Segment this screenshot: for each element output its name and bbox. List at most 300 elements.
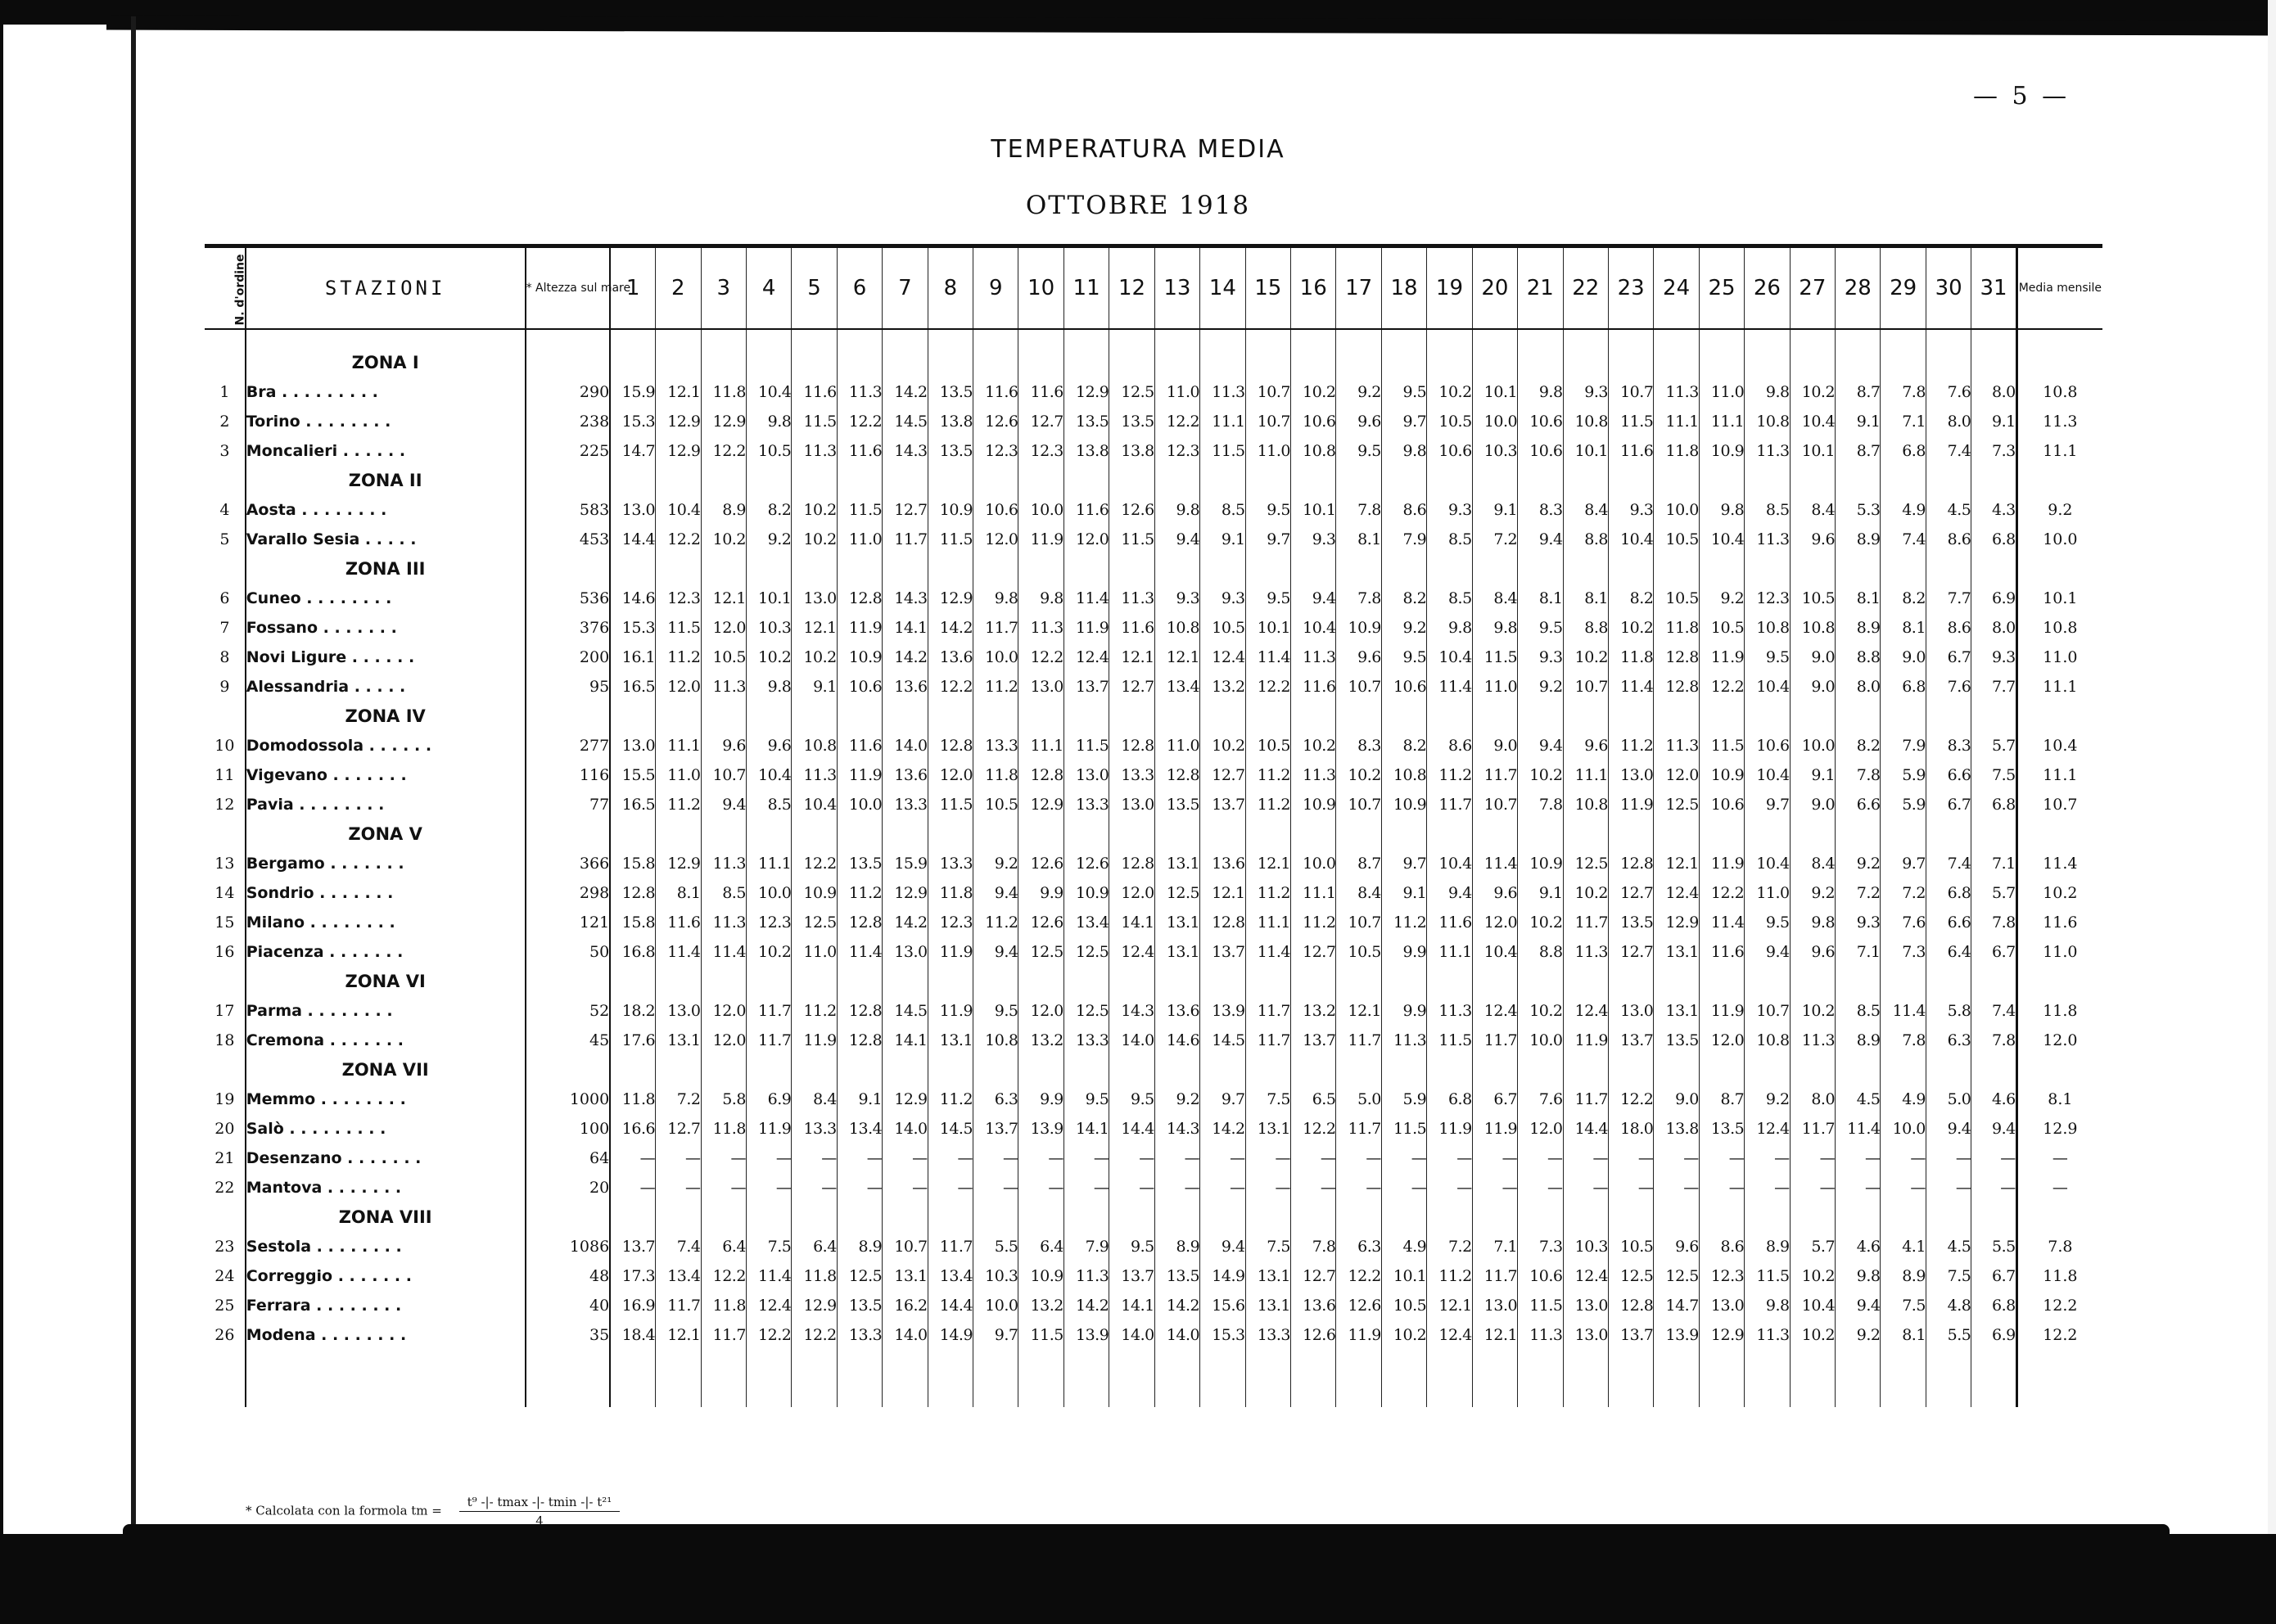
- filler-day-cell: [1563, 1350, 1608, 1407]
- station-day-cell: —: [1245, 1173, 1290, 1202]
- station-day-cell: 13.1: [883, 1261, 928, 1291]
- station-day-cell: 13.4: [656, 1261, 701, 1291]
- station-day-cell: 13.4: [837, 1114, 882, 1144]
- station-day-cell: 11.5: [1200, 436, 1245, 466]
- station-mean-cell: 10.8: [2043, 383, 2078, 401]
- station-day-cell: 11.9: [1472, 1114, 1517, 1144]
- station-day-cell: 10.4: [1291, 613, 1336, 643]
- zone-day-cell: [837, 1055, 882, 1085]
- station-day-cell: 11.5: [928, 525, 973, 554]
- header-day: 7: [883, 248, 928, 329]
- station-day-cell: 10.3: [973, 1261, 1018, 1291]
- zone-day-cell: [1063, 967, 1109, 996]
- station-day-cell: 5.5: [973, 1232, 1018, 1261]
- station-number-cell: 3: [205, 436, 246, 466]
- station-day-cell: 13.5: [837, 1291, 882, 1320]
- station-day-cell: 13.5: [1608, 908, 1653, 937]
- header-day: 17: [1336, 248, 1381, 329]
- zone-day-cell: [1427, 967, 1472, 996]
- spacer-day-cell: [883, 329, 928, 348]
- station-number-cell: 19: [205, 1085, 246, 1114]
- station-day-cell: 11.4: [1881, 996, 1926, 1026]
- spacer-altitude-cell: [526, 329, 611, 348]
- zone-day-cell: [656, 554, 701, 584]
- station-day-cell: 12.3: [746, 908, 791, 937]
- header-day: 14: [1200, 248, 1245, 329]
- station-day-cell: 11.3: [701, 908, 746, 937]
- station-day-cell: 8.3: [1336, 731, 1381, 760]
- station-day-cell: —: [656, 1173, 701, 1202]
- station-altitude-cell: 50: [526, 937, 611, 967]
- station-day-cell: 14.0: [1109, 1320, 1154, 1350]
- station-day-cell: 9.6: [1472, 878, 1517, 908]
- station-number-cell: 14: [205, 878, 246, 908]
- zone-day-cell: [701, 348, 746, 377]
- station-day-cell: 9.6: [746, 731, 791, 760]
- station-day-cell: 6.6: [1926, 908, 1971, 937]
- header-day: 11: [1063, 248, 1109, 329]
- filler-day-cell: [1608, 1350, 1653, 1407]
- zone-day-cell: [1790, 348, 1835, 377]
- station-day-cell: 8.5: [1745, 495, 1790, 525]
- station-altitude-cell: 1000: [526, 1085, 611, 1114]
- zone-day-cell: [1745, 819, 1790, 849]
- station-day-cell: 7.1: [1881, 407, 1926, 436]
- station-day-cell: 11.8: [1608, 643, 1653, 672]
- zone-day-cell: [656, 967, 701, 996]
- filler-name-cell: [246, 1350, 526, 1407]
- station-day-cell: 11.8: [610, 1085, 655, 1114]
- zone-day-cell: [1563, 819, 1608, 849]
- spacer-day-cell: [1608, 329, 1653, 348]
- station-day-cell: 4.9: [1881, 495, 1926, 525]
- station-day-cell: 8.4: [1790, 495, 1835, 525]
- zone-day-cell: [1200, 819, 1245, 849]
- station-day-cell: 7.2: [656, 1085, 701, 1114]
- header-mean: Media mensile: [2016, 248, 2102, 329]
- table-row: [205, 525, 2102, 554]
- zone-day-cell: [1518, 1055, 1563, 1085]
- station-day-cell: 10.2: [746, 937, 791, 967]
- filler-day-cell: [1836, 1350, 1881, 1407]
- station-day-cell: —: [1790, 1144, 1835, 1173]
- zone-day-cell: [1654, 1202, 1699, 1232]
- zone-mean-cell: [2016, 1202, 2102, 1232]
- station-day-cell: 9.0: [1790, 790, 1835, 819]
- station-day-cell: 16.2: [883, 1291, 928, 1320]
- station-mean-cell: 11.0: [2043, 943, 2078, 961]
- station-day-cell: 12.2: [656, 525, 701, 554]
- station-day-cell: 11.5: [1699, 731, 1744, 760]
- station-day-cell: 13.6: [1200, 849, 1245, 878]
- station-day-cell: 13.1: [1245, 1291, 1290, 1320]
- station-day-cell: 13.0: [1608, 760, 1653, 790]
- station-day-cell: 11.7: [883, 525, 928, 554]
- zone-day-cell: [1971, 554, 2016, 584]
- station-day-cell: 13.1: [928, 1026, 973, 1055]
- zone-day-cell: [1245, 701, 1290, 731]
- filler-row: [205, 1350, 2102, 1407]
- station-day-cell: 9.3: [1836, 908, 1881, 937]
- station-mean-cell: 10.1: [2043, 589, 2078, 607]
- zone-day-cell: [1926, 554, 1971, 584]
- station-name-cell: Correggio . . . . . . .: [246, 1261, 526, 1291]
- station-day-cell: 16.9: [610, 1291, 655, 1320]
- station-day-cell: 10.2: [1381, 1320, 1426, 1350]
- station-day-cell: 16.5: [610, 672, 655, 701]
- station-day-cell: 9.8: [1154, 495, 1199, 525]
- station-day-cell: 11.2: [1381, 908, 1426, 937]
- station-number-cell: 4: [205, 495, 246, 525]
- zone-day-cell: [1654, 967, 1699, 996]
- station-day-cell: 9.3: [1200, 584, 1245, 613]
- zone-day-cell: [883, 554, 928, 584]
- station-day-cell: 10.9: [1063, 878, 1109, 908]
- station-altitude-cell: 52: [526, 996, 611, 1026]
- station-day-cell: 9.3: [1971, 643, 2016, 672]
- station-day-cell: 8.6: [1926, 613, 1971, 643]
- station-day-cell: 10.4: [1790, 407, 1835, 436]
- spacer-name-cell: [246, 329, 526, 348]
- station-altitude-cell: 121: [526, 908, 611, 937]
- station-day-cell: 8.1: [1836, 584, 1881, 613]
- station-day-cell: 11.6: [1608, 436, 1653, 466]
- station-day-cell: 12.0: [1654, 760, 1699, 790]
- zone-day-cell: [1745, 554, 1790, 584]
- station-day-cell: 9.4: [1926, 1114, 1971, 1144]
- station-day-cell: 6.4: [1926, 937, 1971, 967]
- station-day-cell: 8.8: [1518, 937, 1563, 967]
- station-day-cell: 6.8: [1971, 525, 2016, 554]
- station-day-cell: 6.7: [1472, 1085, 1517, 1114]
- filler-day-cell: [656, 1350, 701, 1407]
- station-day-cell: 14.2: [928, 613, 973, 643]
- station-day-cell: 9.4: [1745, 937, 1790, 967]
- station-number-cell: 2: [205, 407, 246, 436]
- station-day-cell: 6.4: [1018, 1232, 1063, 1261]
- station-day-cell: 11.3: [1291, 760, 1336, 790]
- zone-day-cell: [973, 701, 1018, 731]
- zone-day-cell: [928, 819, 973, 849]
- station-day-cell: 12.8: [1608, 849, 1653, 878]
- station-day-cell: —: [1154, 1144, 1199, 1173]
- station-day-cell: 9.5: [1109, 1085, 1154, 1114]
- station-day-cell: 9.5: [1336, 436, 1381, 466]
- station-day-cell: 15.8: [610, 908, 655, 937]
- filler-day-cell: [1654, 1350, 1699, 1407]
- header-day: 4: [746, 248, 791, 329]
- zone-day-cell: [1336, 466, 1381, 495]
- table-row: [205, 849, 2102, 878]
- station-day-cell: 10.5: [1608, 1232, 1653, 1261]
- zone-day-cell: [1381, 701, 1426, 731]
- zone-day-cell: [656, 1055, 701, 1085]
- zone-day-cell: [1472, 701, 1517, 731]
- station-day-cell: 11.3: [1291, 643, 1336, 672]
- filler-day-cell: [610, 1350, 655, 1407]
- station-day-cell: 10.5: [1654, 584, 1699, 613]
- station-day-cell: 10.6: [1291, 407, 1336, 436]
- station-day-cell: 12.4: [1472, 996, 1517, 1026]
- station-name-cell: Sestola . . . . . . . .: [246, 1232, 526, 1261]
- station-day-cell: 10.9: [837, 643, 882, 672]
- station-day-cell: 12.8: [1608, 1291, 1653, 1320]
- station-altitude-cell: 45: [526, 1026, 611, 1055]
- zone-day-cell: [610, 348, 655, 377]
- station-day-cell: 8.7: [1836, 377, 1881, 407]
- station-day-cell: 12.6: [1109, 495, 1154, 525]
- zone-day-cell: [973, 348, 1018, 377]
- spacer-day-cell: [1291, 329, 1336, 348]
- zone-day-cell: [1336, 554, 1381, 584]
- station-day-cell: —: [1926, 1173, 1971, 1202]
- spacer-day-cell: [1472, 329, 1517, 348]
- station-day-cell: 11.1: [1427, 937, 1472, 967]
- spacer-day-cell: [928, 329, 973, 348]
- station-day-cell: 11.9: [1063, 613, 1109, 643]
- filler-day-cell: [1518, 1350, 1563, 1407]
- station-day-cell: 7.1: [1836, 937, 1881, 967]
- station-day-cell: 13.5: [837, 849, 882, 878]
- station-day-cell: 13.9: [1063, 1320, 1109, 1350]
- station-day-cell: 10.7: [1608, 377, 1653, 407]
- filler-mean-cell: [2016, 1350, 2102, 1407]
- station-day-cell: 8.1: [1881, 1320, 1926, 1350]
- zone-day-cell: [1200, 466, 1245, 495]
- zone-day-cell: [1291, 967, 1336, 996]
- station-day-cell: 11.7: [656, 1291, 701, 1320]
- station-day-cell: 4.9: [1881, 1085, 1926, 1114]
- filler-day-cell: [973, 1350, 1018, 1407]
- header-day: 8: [928, 248, 973, 329]
- station-day-cell: 6.8: [1971, 790, 2016, 819]
- station-day-cell: 11.4: [1063, 584, 1109, 613]
- station-day-cell: 9.2: [1381, 613, 1426, 643]
- station-day-cell: 11.9: [1018, 525, 1063, 554]
- zone-day-cell: [928, 348, 973, 377]
- station-day-cell: 9.1: [1971, 407, 2016, 436]
- zone-day-cell: [973, 554, 1018, 584]
- station-day-cell: —: [1336, 1173, 1381, 1202]
- station-day-cell: 10.8: [1745, 1026, 1790, 1055]
- station-day-cell: 11.5: [1472, 643, 1517, 672]
- station-day-cell: 10.4: [746, 377, 791, 407]
- zone-day-cell: [837, 701, 882, 731]
- zone-day-cell: [1336, 348, 1381, 377]
- zone-day-cell: [1926, 1055, 1971, 1085]
- station-altitude-cell: 40: [526, 1291, 611, 1320]
- station-day-cell: —: [1745, 1144, 1790, 1173]
- station-day-cell: 6.8: [1971, 1291, 2016, 1320]
- station-day-cell: 9.1: [1518, 878, 1563, 908]
- station-day-cell: 5.0: [1336, 1085, 1381, 1114]
- zone-day-cell: [1608, 554, 1653, 584]
- station-day-cell: 11.1: [1563, 760, 1608, 790]
- station-day-cell: 10.2: [1427, 377, 1472, 407]
- zone-day-cell: [1836, 466, 1881, 495]
- station-day-cell: 14.1: [1109, 908, 1154, 937]
- station-day-cell: 10.4: [1790, 1291, 1835, 1320]
- header-day: 1: [610, 248, 655, 329]
- station-mean-cell: 11.1: [2043, 766, 2078, 784]
- station-day-cell: 10.2: [1518, 760, 1563, 790]
- station-name-cell: Varallo Sesia . . . . .: [246, 525, 526, 554]
- station-day-cell: 11.3: [1654, 731, 1699, 760]
- zone-day-cell: [1427, 554, 1472, 584]
- header-number: [205, 248, 246, 329]
- station-day-cell: 12.5: [1063, 937, 1109, 967]
- station-day-cell: 9.0: [1790, 672, 1835, 701]
- station-day-cell: —: [1790, 1173, 1835, 1202]
- zone-day-cell: [1881, 348, 1926, 377]
- zone-day-cell: [1472, 967, 1517, 996]
- filler-day-cell: [928, 1350, 973, 1407]
- station-day-cell: 12.6: [1063, 849, 1109, 878]
- zone-day-cell: [1836, 1202, 1881, 1232]
- station-day-cell: 14.0: [883, 731, 928, 760]
- zone-day-cell: [1654, 348, 1699, 377]
- station-day-cell: 11.1: [1291, 878, 1336, 908]
- station-day-cell: 14.0: [1109, 1026, 1154, 1055]
- station-day-cell: 9.1: [1200, 525, 1245, 554]
- station-day-cell: 11.4: [1245, 937, 1290, 967]
- zone-day-cell: [883, 348, 928, 377]
- station-day-cell: 10.4: [1745, 760, 1790, 790]
- station-name-cell: Pavia . . . . . . . .: [246, 790, 526, 819]
- station-day-cell: 10.4: [1608, 525, 1653, 554]
- zone-day-cell: [792, 1202, 837, 1232]
- zone-day-cell: [1608, 1202, 1653, 1232]
- station-name-cell: Desenzano . . . . . . .: [246, 1144, 526, 1173]
- zone-day-cell: [1381, 348, 1426, 377]
- station-day-cell: 13.2: [1018, 1291, 1063, 1320]
- station-day-cell: 12.9: [701, 407, 746, 436]
- station-name-cell: Modena . . . . . . . .: [246, 1320, 526, 1350]
- station-day-cell: 14.3: [883, 436, 928, 466]
- station-day-cell: 8.4: [1336, 878, 1381, 908]
- zone-day-cell: [1336, 967, 1381, 996]
- station-altitude-cell: 116: [526, 760, 611, 790]
- station-day-cell: 10.6: [1518, 1261, 1563, 1291]
- header-day: 16: [1291, 248, 1336, 329]
- zone-row: [205, 701, 2102, 731]
- station-day-cell: 15.6: [1200, 1291, 1245, 1320]
- spacer-day-cell: [1926, 329, 1971, 348]
- station-day-cell: 6.9: [1971, 1320, 2016, 1350]
- station-day-cell: 10.4: [792, 790, 837, 819]
- station-day-cell: 12.3: [1699, 1261, 1744, 1291]
- station-day-cell: 9.8: [1518, 377, 1563, 407]
- zone-day-cell: [1381, 466, 1426, 495]
- zone-day-cell: [928, 554, 973, 584]
- station-altitude-cell: 64: [526, 1144, 611, 1173]
- station-day-cell: 13.5: [1109, 407, 1154, 436]
- station-day-cell: —: [1836, 1144, 1881, 1173]
- station-mean-cell: 12.9: [2043, 1120, 2078, 1138]
- station-day-cell: 8.1: [1881, 613, 1926, 643]
- station-day-cell: 9.6: [1336, 407, 1381, 436]
- station-day-cell: 8.2: [746, 495, 791, 525]
- station-number-cell: 20: [205, 1114, 246, 1144]
- zone-day-cell: [928, 701, 973, 731]
- zone-day-cell: [837, 348, 882, 377]
- station-day-cell: 10.9: [1018, 1261, 1063, 1291]
- station-day-cell: 12.1: [1472, 1320, 1517, 1350]
- zone-day-cell: [1654, 1055, 1699, 1085]
- station-number-cell: 12: [205, 790, 246, 819]
- station-day-cell: —: [1608, 1173, 1653, 1202]
- station-day-cell: 9.6: [1790, 525, 1835, 554]
- station-day-cell: 7.2: [1472, 525, 1517, 554]
- station-day-cell: 12.0: [701, 996, 746, 1026]
- station-day-cell: 17.6: [610, 1026, 655, 1055]
- station-day-cell: —: [701, 1144, 746, 1173]
- station-day-cell: 9.4: [1518, 525, 1563, 554]
- station-day-cell: 10.0: [1291, 849, 1336, 878]
- footnote: [246, 1495, 620, 1528]
- filler-day-cell: [1427, 1350, 1472, 1407]
- station-day-cell: 9.8: [1745, 377, 1790, 407]
- station-day-cell: 11.4: [1472, 849, 1517, 878]
- station-day-cell: 11.3: [1381, 1026, 1426, 1055]
- station-day-cell: 9.1: [1381, 878, 1426, 908]
- zone-day-cell: [1745, 348, 1790, 377]
- station-day-cell: 13.8: [1063, 436, 1109, 466]
- station-day-cell: 11.6: [1018, 377, 1063, 407]
- station-day-cell: 11.3: [792, 436, 837, 466]
- station-altitude-cell: 48: [526, 1261, 611, 1291]
- spacer-day-cell: [1245, 329, 1290, 348]
- station-day-cell: 10.2: [1518, 996, 1563, 1026]
- temperature-table: [205, 248, 2102, 1407]
- station-day-cell: 4.5: [1926, 1232, 1971, 1261]
- station-day-cell: 12.7: [1200, 760, 1245, 790]
- station-day-cell: 5.8: [1926, 996, 1971, 1026]
- station-day-cell: 12.1: [1109, 643, 1154, 672]
- zone-day-cell: [1563, 466, 1608, 495]
- zone-day-cell: [1200, 1055, 1245, 1085]
- station-day-cell: —: [1427, 1173, 1472, 1202]
- filler-day-cell: [1381, 1350, 1426, 1407]
- station-day-cell: 9.4: [973, 878, 1018, 908]
- station-day-cell: 9.4: [1518, 731, 1563, 760]
- station-day-cell: 10.9: [1336, 613, 1381, 643]
- station-day-cell: 11.2: [928, 1085, 973, 1114]
- station-day-cell: 11.7: [928, 1232, 973, 1261]
- station-day-cell: 11.0: [656, 760, 701, 790]
- station-day-cell: 7.8: [1836, 760, 1881, 790]
- station-day-cell: 9.8: [1381, 436, 1426, 466]
- station-day-cell: 11.4: [1427, 672, 1472, 701]
- station-day-cell: —: [1971, 1173, 2016, 1202]
- station-day-cell: 12.2: [792, 1320, 837, 1350]
- station-day-cell: 9.5: [1381, 643, 1426, 672]
- station-day-cell: 12.0: [1063, 525, 1109, 554]
- station-name-cell: Piacenza . . . . . . .: [246, 937, 526, 967]
- station-day-cell: 8.1: [656, 878, 701, 908]
- station-day-cell: 10.5: [1381, 1291, 1426, 1320]
- station-day-cell: 13.8: [1654, 1114, 1699, 1144]
- station-day-cell: 7.4: [1926, 849, 1971, 878]
- station-day-cell: 16.6: [610, 1114, 655, 1144]
- header-day: 20: [1472, 248, 1517, 329]
- station-day-cell: 6.4: [792, 1232, 837, 1261]
- zone-day-cell: [1971, 819, 2016, 849]
- station-day-cell: 11.6: [837, 731, 882, 760]
- zone-day-cell: [1291, 819, 1336, 849]
- zone-day-cell: [973, 1055, 1018, 1085]
- station-day-cell: 13.9: [1200, 996, 1245, 1026]
